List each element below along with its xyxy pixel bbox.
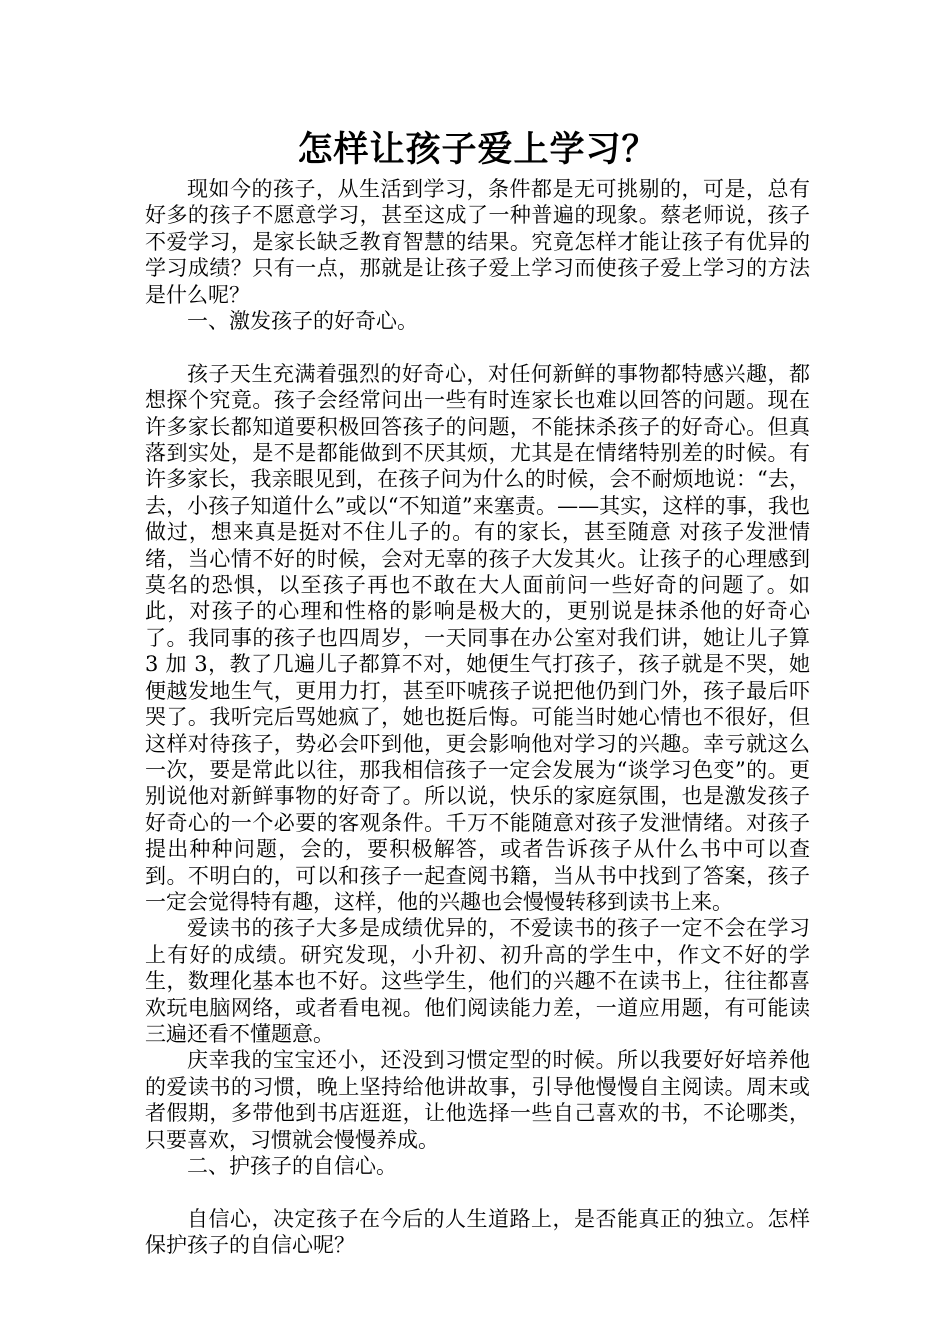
- document-body: [145, 176, 810, 1259]
- curiosity-paragraph: 孩子天生充满着强烈的好奇心，对任何新鲜的事物都特感兴趣，都想探个究竟。孩子会经常问出一些有时连家长也难以回答的问题。现在许多家长都知道要积极回答孩子的问题，不能抹杀孩子的好奇心。但真落到实处，是不是都能做到不厌其烦，尤其是在情绪特别差的时候。有许多家长，我亲眼见到，在孩子问为什么的时候，会不耐烦地说：“去，去，小孩子知道什么”或以“不知道”来塞责。——其实，这样的事，我也做过，想来真是挺对不住儿子的。有的家长，甚至随意 对孩子发泄情绪，当心情不好的时候，会对无辜的孩子大发其火。让孩子的心理感到莫名的恐惧，以至孩子再也不敢在大人面前问一些好奇的问题了。如此，对孩子的心理和性格的影响是极大的，更别说是抹杀他的好奇心了。我同事的孩子也四周岁，一天同事在办公室对我们讲，她让儿子算 3 加 3，教了几遍儿子都算不对，她便生气打孩子，孩子就是不哭，她便越发地生气，更用力打，甚至吓唬孩子说把他仍到门外，孩子最后吓哭了。我听完后骂她疯了，她也挺后悔。可能当时她心情也不很好，但这样对待孩子，势必会吓到他，更会影响他对学习的兴趣。幸亏就这么一次，要是常此以往，那我相信孩子一定会发展为“谈学习色变”的。更别说他对新鲜事物的好奇了。所以说，快乐的家庭氛围，也是激发孩子好奇心的一个必要的客观条件。千万不能随意对孩子发泄情绪。对孩子提出种种问题，会的，要积极解答，或者告诉孩子从什么书中可以查到。不明白的，可以和孩子一起查阅书籍，当从书中找到了答案，孩子一定会觉得特有趣，这样，他的兴趣也会慢慢转移到读书上来。: [145, 361, 810, 914]
- habit-paragraph: 庆幸我的宝宝还小，还没到习惯定型的时候。所以我要好好培养他的爱读书的习惯，晚上坚持给他讲故事，引导他慢慢自主阅读。周末或者假期，多带他到书店逛逛，让他选择一些自己喜欢的书，不论哪类，只要喜欢，习惯就会慢慢养成。: [145, 1048, 810, 1152]
- blank-line: [145, 334, 810, 360]
- document-title: 怎样让孩子爱上学习？: [297, 129, 658, 170]
- blank-line: [145, 1179, 810, 1205]
- section-heading-confidence: 二、护孩子的自信心。: [187, 1154, 397, 1179]
- document-page: [145, 128, 810, 1259]
- section-heading-curiosity: 一、激发孩子的好奇心。: [187, 309, 418, 334]
- confidence-paragraph: 自信心，决定孩子在今后的人生道路上，是否能真正的独立。怎样保护孩子的自信心呢？: [145, 1206, 810, 1258]
- intro-paragraph: 现如今的孩子，从生活到学习，条件都是无可挑剔的，可是，总有好多的孩子不愿意学习，甚至这成了一种普遍的现象。蔡老师说，孩子不爱学习，是家长缺乏教育智慧的结果。究竟怎样才能让孩子有优异的学习成绩？只有一点，那就是让孩子爱上学习而使孩子爱上学习的方法是什么呢？: [145, 177, 810, 307]
- reading-paragraph: 爱读书的孩子大多是成绩优异的，不爱读书的孩子一定不会在学习上有好的成绩。研究发现，小升初、初升高的学生中，作文不好的学生，数理化基本也不好。这些学生，他们的兴趣不在读书上，往往都喜欢玩电脑网络，或者看电视。他们阅读能力差，一道应用题，有可能读三遍还看不懂题意。: [145, 916, 810, 1046]
